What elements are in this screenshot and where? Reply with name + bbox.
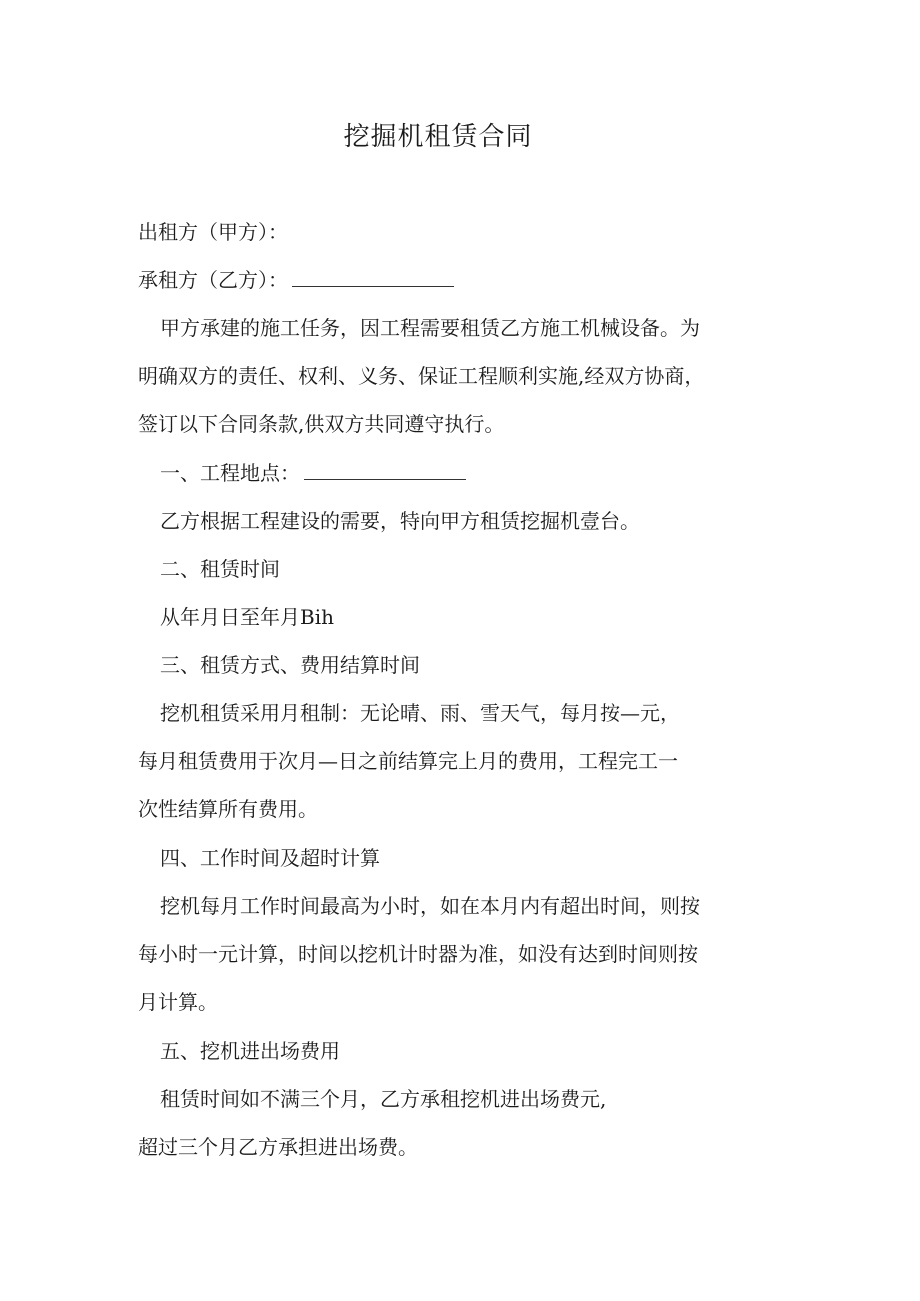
section3-heading: 三、租赁方式、费用结算时间 xyxy=(160,653,420,677)
document-title: 挖掘机租赁合同 xyxy=(343,122,533,152)
section5-body-line-2: 超过三个月乙方承担进出场费。 xyxy=(138,1135,418,1159)
section1-heading: 一、工程地点： xyxy=(160,461,300,485)
section5-body-line-1: 租赁时间如不满三个月，乙方承租挖机进出场费元, xyxy=(160,1087,607,1111)
intro-line-1: 甲方承建的施工任务，因工程需要租赁乙方施工机械设备。为 xyxy=(160,316,700,340)
section5-heading: 五、挖机进出场费用 xyxy=(160,1039,340,1063)
section4-heading: 四、工作时间及超时计算 xyxy=(160,846,380,870)
lessor-label: 出租方（甲方）： xyxy=(138,220,288,244)
section2-body: 从年月日至年月Bih xyxy=(160,605,334,629)
lessor-line xyxy=(138,208,758,256)
lessee-blank xyxy=(292,258,454,287)
intro-line-3: 签订以下合同条款,供双方共同遵守执行。 xyxy=(138,412,505,436)
section1-heading-line xyxy=(160,449,780,497)
section4-body-line-2: 每小时一元计算，时间以挖机计时器为准，如没有达到时间则按 xyxy=(138,942,698,966)
section4-body-line-1: 挖机每月工作时间最高为小时，如在本月内有超出时间，则按 xyxy=(160,894,700,918)
lessee-label: 承租方（乙方）： xyxy=(138,268,288,292)
lessee-line xyxy=(138,256,758,304)
section3-body-line-2: 每月租赁费用于次月—日之前结算完上月的费用，工程完工一 xyxy=(138,749,678,773)
intro-line-2: 明确双方的责任、权利、义务、保证工程顺利实施,经双方协商， xyxy=(138,364,705,388)
location-blank xyxy=(304,451,466,480)
section3-body-line-1: 挖机租赁采用月租制：无论晴、雨、雪天气，每月按—元， xyxy=(160,701,680,725)
section2-heading: 二、租赁时间 xyxy=(160,557,280,581)
section1-body: 乙方根据工程建设的需要，特向甲方租赁挖掘机壹台。 xyxy=(160,509,640,533)
section3-body-line-3: 次性结算所有费用。 xyxy=(138,797,318,821)
section4-body-line-3: 月计算。 xyxy=(138,990,218,1014)
